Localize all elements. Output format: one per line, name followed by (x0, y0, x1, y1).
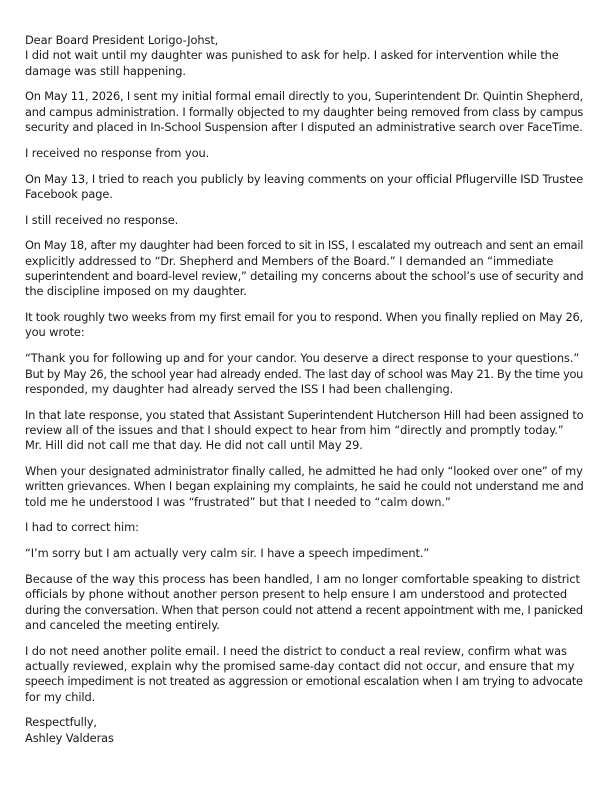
paragraph (25, 572, 585, 633)
closing: Respectfully, (25, 715, 97, 730)
text-line: When your designated administrator finally called, he admitted he had only “looked over one” of my (25, 464, 583, 479)
paragraph (25, 351, 585, 397)
text-line: and campus administration. I formally objected to my daughter being removed from class by campus (25, 104, 584, 119)
text-line: and canceled the meeting entirely. (25, 617, 220, 632)
paragraph (25, 89, 585, 135)
signer-name: Ashley Valderas (25, 730, 114, 745)
text-line: Because of the way this process has been handled, I am no longer comfortable speaking to district (25, 572, 580, 587)
opening-paragraph (25, 33, 585, 79)
text-line: explicitly addressed to “Dr. Shepherd and Members of the Board.” I demanded an “immediate (25, 253, 554, 268)
text-line: during the conversation. When that person could not attend a recent appointment with me, I panicked (25, 602, 583, 617)
text-line: I had to correct him: (25, 520, 139, 535)
text-line: the discipline imposed on my daughter. (25, 284, 247, 299)
text-line: “I’m sorry but I am actually very calm sir. I have a speech impediment.” (25, 546, 430, 561)
paragraph (25, 644, 585, 705)
text-line: responded, my daughter had already served the ISS I had been challenging. (25, 381, 454, 396)
text-line: officials by phone without another person present to help ensure I am understood and protected (25, 587, 568, 602)
text-line: But by May 26, the school year had already ended. The last day of school was May 21. By the time you (25, 366, 584, 381)
text-line: Mr. Hill did not call me that day. He did not call until May 29. (25, 438, 363, 453)
paragraph (25, 464, 585, 510)
text-line: On May 18, after my daughter had been forced to sit in ISS, I escalated my outreach and sent an email (25, 238, 584, 253)
text-line: “Thank you for following up and for your candor. You deserve a direct response to your questions.” (25, 351, 580, 366)
paragraph (25, 172, 585, 203)
text-line: for my child. (25, 689, 96, 704)
paragraph (25, 310, 585, 341)
text-line: security and placed in In-School Suspension after I disputed an administrative search over FaceTime. (25, 119, 583, 134)
letter-body (25, 33, 585, 746)
quote-paragraph (25, 546, 585, 561)
paragraph (25, 408, 585, 454)
text-line: Facebook page. (25, 186, 113, 201)
text-line: In that late response, you stated that Assistant Superintendent Hutcherson Hill had been assigned to (25, 407, 584, 422)
text-line: told me he understood I was “frustrated” but that I needed to “calm down.” (25, 494, 451, 509)
paragraph (25, 520, 585, 535)
text-line: I do not need another polite email. I need the district to conduct a real review, confirm what was (25, 643, 567, 658)
text-line: damage was still happening. (25, 63, 186, 78)
text-line: written grievances. When I began explaining my complaints, he said he could not understand me and (25, 479, 584, 494)
paragraph (25, 213, 585, 228)
text-line: On May 13, I tried to reach you publicly by leaving comments on your official Pflugerville ISD Trustee (25, 171, 583, 186)
text-line: superintendent and board-level review,” detailing my concerns about the school’s use of security and (25, 269, 584, 284)
paragraph (25, 238, 585, 299)
text-line: I still received no response. (25, 212, 179, 227)
text-line: actually reviewed, explain why the promised same-day contact did not occur, and ensure that my (25, 659, 575, 673)
text-line: you wrote: (25, 325, 85, 340)
text-line: review all of the issues and that I should expect to hear from him “directly and promptly today.” (25, 422, 564, 437)
text-line: speech impediment is not treated as aggression or emotional escalation when I am trying to advocate (25, 674, 583, 689)
text-line: I received no response from you. (25, 145, 210, 160)
signature-block (25, 715, 585, 746)
text-line: I did not wait until my daughter was punished to ask for help. I asked for intervention while the (25, 48, 559, 63)
text-line: It took roughly two weeks from my first email for you to respond. When you finally replied on May 26, (25, 310, 583, 325)
salutation: Dear Board President Lorigo-Johst, (25, 33, 219, 47)
paragraph (25, 146, 585, 161)
text-line: On May 11, 2026, I sent my initial formal email directly to you, Superintendent Dr. Quintin Shepherd, (25, 89, 584, 104)
